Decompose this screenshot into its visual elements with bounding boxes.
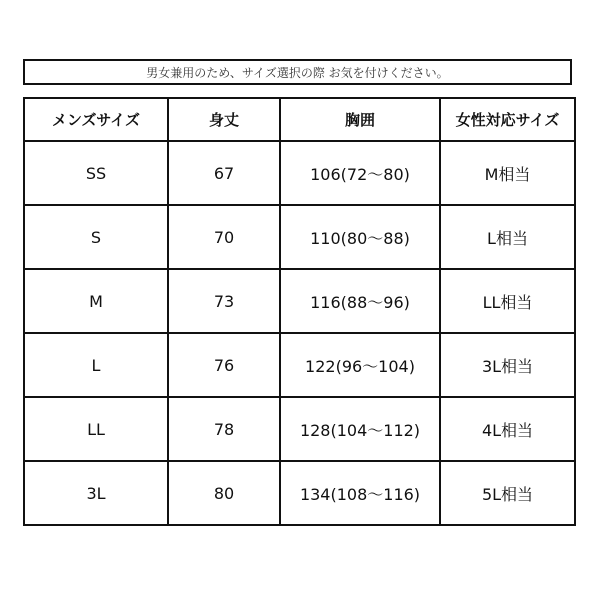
cell-length: 73 (168, 269, 280, 333)
cell-mens-size: 3L (24, 461, 168, 525)
cell-chest: 128(104～112) (280, 397, 440, 461)
cell-chest: 116(88～96) (280, 269, 440, 333)
cell-mens-size: SS (24, 141, 168, 205)
cell-length: 67 (168, 141, 280, 205)
cell-length: 70 (168, 205, 280, 269)
cell-length: 80 (168, 461, 280, 525)
table-row (24, 397, 575, 461)
cell-female-size: LL相当 (440, 269, 575, 333)
cell-length: 76 (168, 333, 280, 397)
table-row (24, 269, 575, 333)
size-chart-table (23, 97, 576, 526)
header-mens-size: メンズサイズ (24, 98, 168, 141)
cell-female-size: M相当 (440, 141, 575, 205)
cell-chest: 122(96～104) (280, 333, 440, 397)
cell-female-size: 5L相当 (440, 461, 575, 525)
table-header-row (24, 98, 575, 141)
cell-chest: 134(108～116) (280, 461, 440, 525)
cell-mens-size: LL (24, 397, 168, 461)
cell-female-size: L相当 (440, 205, 575, 269)
cell-female-size: 4L相当 (440, 397, 575, 461)
cell-length: 78 (168, 397, 280, 461)
cell-mens-size: L (24, 333, 168, 397)
header-length: 身丈 (168, 98, 280, 141)
table-row (24, 141, 575, 205)
cell-mens-size: S (24, 205, 168, 269)
cell-chest: 110(80～88) (280, 205, 440, 269)
table-row (24, 461, 575, 525)
cell-chest: 106(72～80) (280, 141, 440, 205)
cell-female-size: 3L相当 (440, 333, 575, 397)
table-row (24, 333, 575, 397)
unisex-notice: 男女兼用のため、サイズ選択の際 お気を付けください。 (23, 59, 572, 85)
cell-mens-size: M (24, 269, 168, 333)
table-row (24, 205, 575, 269)
header-female-size: 女性対応サイズ (440, 98, 575, 141)
header-chest: 胸囲 (280, 98, 440, 141)
